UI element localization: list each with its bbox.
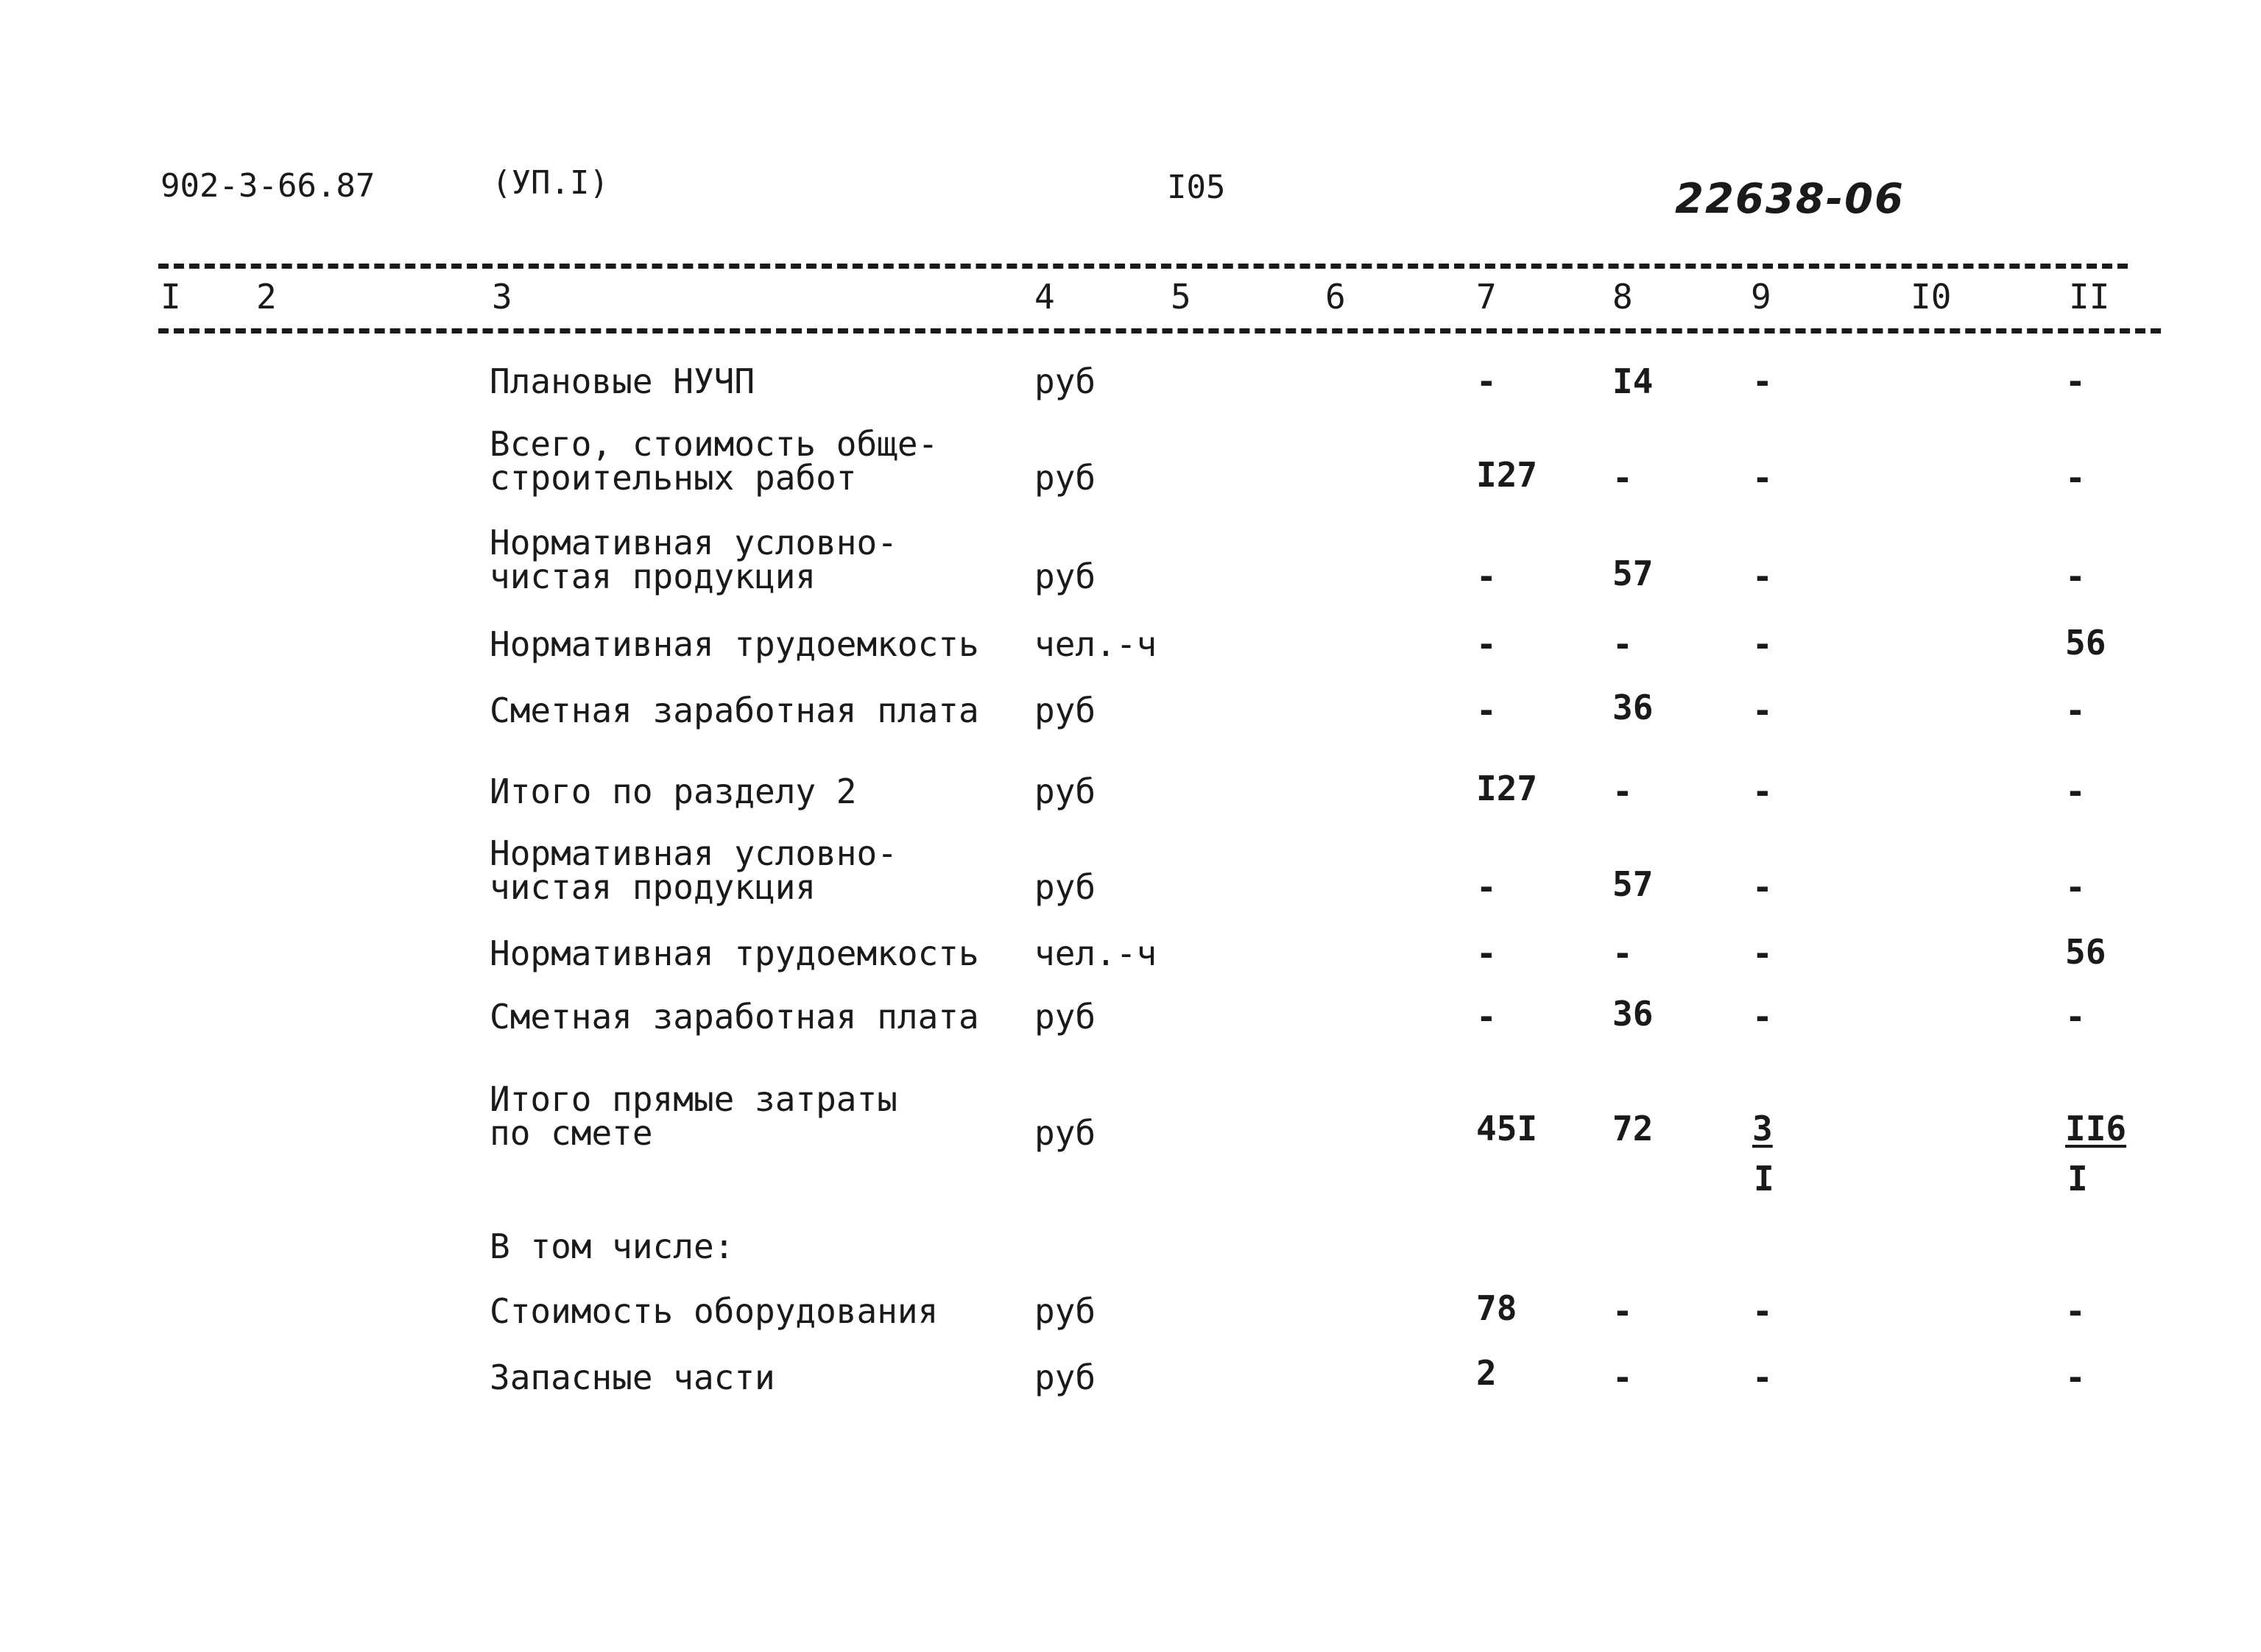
row-label: Нормативная трудоемкость <box>490 933 979 973</box>
stamp-number: 22638-06 <box>1675 175 1905 223</box>
cell-col7: - <box>1476 997 1497 1037</box>
cell-col9: - <box>1752 1358 1773 1397</box>
row-label: В том числе: <box>490 1226 735 1266</box>
column-header: II <box>2069 277 2110 317</box>
row-label: Стоимость оборудования <box>490 1291 939 1331</box>
cell-col9: - <box>1752 867 1773 907</box>
cell-col11: - <box>2065 867 2086 907</box>
cell-col7: 78 <box>1476 1288 1517 1328</box>
cell-col11: - <box>2065 772 2086 811</box>
cell-col8: 57 <box>1612 554 1654 593</box>
row-unit: руб <box>1034 361 1096 401</box>
cell-col8: 72 <box>1612 1109 1654 1148</box>
album-number: (УП.I) <box>492 164 609 202</box>
row-label: чистая продукция <box>490 867 816 907</box>
row-unit: руб <box>1034 1291 1096 1331</box>
row-label: Сметная заработная плата <box>490 691 979 730</box>
row-label: Плановые НУЧП <box>490 361 755 401</box>
cell-col8: - <box>1612 624 1633 664</box>
row-unit: руб <box>1034 772 1096 811</box>
row-unit: руб <box>1034 997 1096 1037</box>
cell-col11-sub: I <box>2067 1159 2088 1199</box>
cell-col7: - <box>1476 933 1497 973</box>
cell-col11: 56 <box>2065 932 2106 972</box>
column-header: I <box>161 277 181 317</box>
cell-col7: - <box>1476 867 1497 907</box>
row-label: Итого прямые затраты <box>490 1079 897 1119</box>
cell-col9: - <box>1752 997 1773 1037</box>
cell-col9: - <box>1752 557 1773 596</box>
cell-col11: 56 <box>2065 623 2106 663</box>
cell-col11: - <box>2065 997 2086 1037</box>
column-header: 5 <box>1171 277 1191 317</box>
row-label: Сметная заработная плата <box>490 997 979 1037</box>
cell-col9: - <box>1752 1291 1773 1331</box>
cell-col7: - <box>1476 624 1497 664</box>
cell-col8: 36 <box>1612 994 1654 1034</box>
row-label: Нормативная трудоемкость <box>490 624 979 664</box>
row-label: Итого по разделу 2 <box>490 772 857 811</box>
cell-col7: - <box>1476 361 1497 401</box>
cell-col7: - <box>1476 557 1497 596</box>
cell-col11: - <box>2065 691 2086 730</box>
row-unit: руб <box>1034 691 1096 730</box>
cell-col8: - <box>1612 1358 1633 1397</box>
cell-col11: - <box>2065 557 2086 596</box>
column-header: 9 <box>1751 277 1771 317</box>
row-unit: чел.-ч <box>1034 933 1157 973</box>
cell-col8: - <box>1612 933 1633 973</box>
row-unit: руб <box>1034 557 1096 596</box>
column-header: 2 <box>256 277 277 317</box>
cell-col7: - <box>1476 691 1497 730</box>
row-label: строительных работ <box>490 458 857 498</box>
row-unit: руб <box>1034 1113 1096 1153</box>
cell-col11: - <box>2065 458 2086 498</box>
cell-col8: I4 <box>1612 361 1654 401</box>
row-unit: руб <box>1034 1358 1096 1397</box>
column-header: 8 <box>1612 277 1633 317</box>
cell-col8: - <box>1612 772 1633 811</box>
cell-col11: - <box>2065 361 2086 401</box>
table-top-rule <box>158 264 2128 269</box>
cell-col9: - <box>1752 691 1773 730</box>
row-label: Запасные части <box>490 1358 775 1397</box>
cell-col9: - <box>1752 458 1773 498</box>
cell-col7: 45I <box>1476 1109 1538 1148</box>
row-label: чистая продукция <box>490 557 816 596</box>
cell-col7: I27 <box>1476 769 1538 808</box>
cell-col9: - <box>1752 933 1773 973</box>
row-label: Всего, стоимость обще- <box>490 424 939 464</box>
cell-col8: 36 <box>1612 688 1654 727</box>
cell-col9-sub: I <box>1754 1159 1774 1199</box>
cell-col9: 3 <box>1752 1109 1773 1148</box>
row-unit: руб <box>1034 458 1096 498</box>
row-unit: чел.-ч <box>1034 624 1157 664</box>
cell-col7: I27 <box>1476 455 1538 495</box>
cell-col11: - <box>2065 1358 2086 1397</box>
cell-col9: - <box>1752 772 1773 811</box>
cell-col8: - <box>1612 1291 1633 1331</box>
cell-col8: 57 <box>1612 864 1654 904</box>
column-header: 4 <box>1034 277 1055 317</box>
row-label: Нормативная условно- <box>490 833 897 873</box>
cell-col7: 2 <box>1476 1353 1497 1393</box>
cell-col8: - <box>1612 458 1633 498</box>
cell-col9: - <box>1752 624 1773 664</box>
cell-col11: II6 <box>2065 1109 2127 1148</box>
page-number: I05 <box>1167 169 1226 206</box>
cell-col9: - <box>1752 361 1773 401</box>
document-code: 902-3-66.87 <box>161 167 375 205</box>
cell-col11: - <box>2065 1291 2086 1331</box>
column-header: I0 <box>1911 277 1952 317</box>
table-header-rule <box>158 328 2161 333</box>
row-label: Нормативная условно- <box>490 523 897 562</box>
column-header: 6 <box>1325 277 1346 317</box>
column-header: 7 <box>1476 277 1497 317</box>
column-header: 3 <box>492 277 512 317</box>
row-unit: руб <box>1034 867 1096 907</box>
row-label: по смете <box>490 1113 653 1153</box>
